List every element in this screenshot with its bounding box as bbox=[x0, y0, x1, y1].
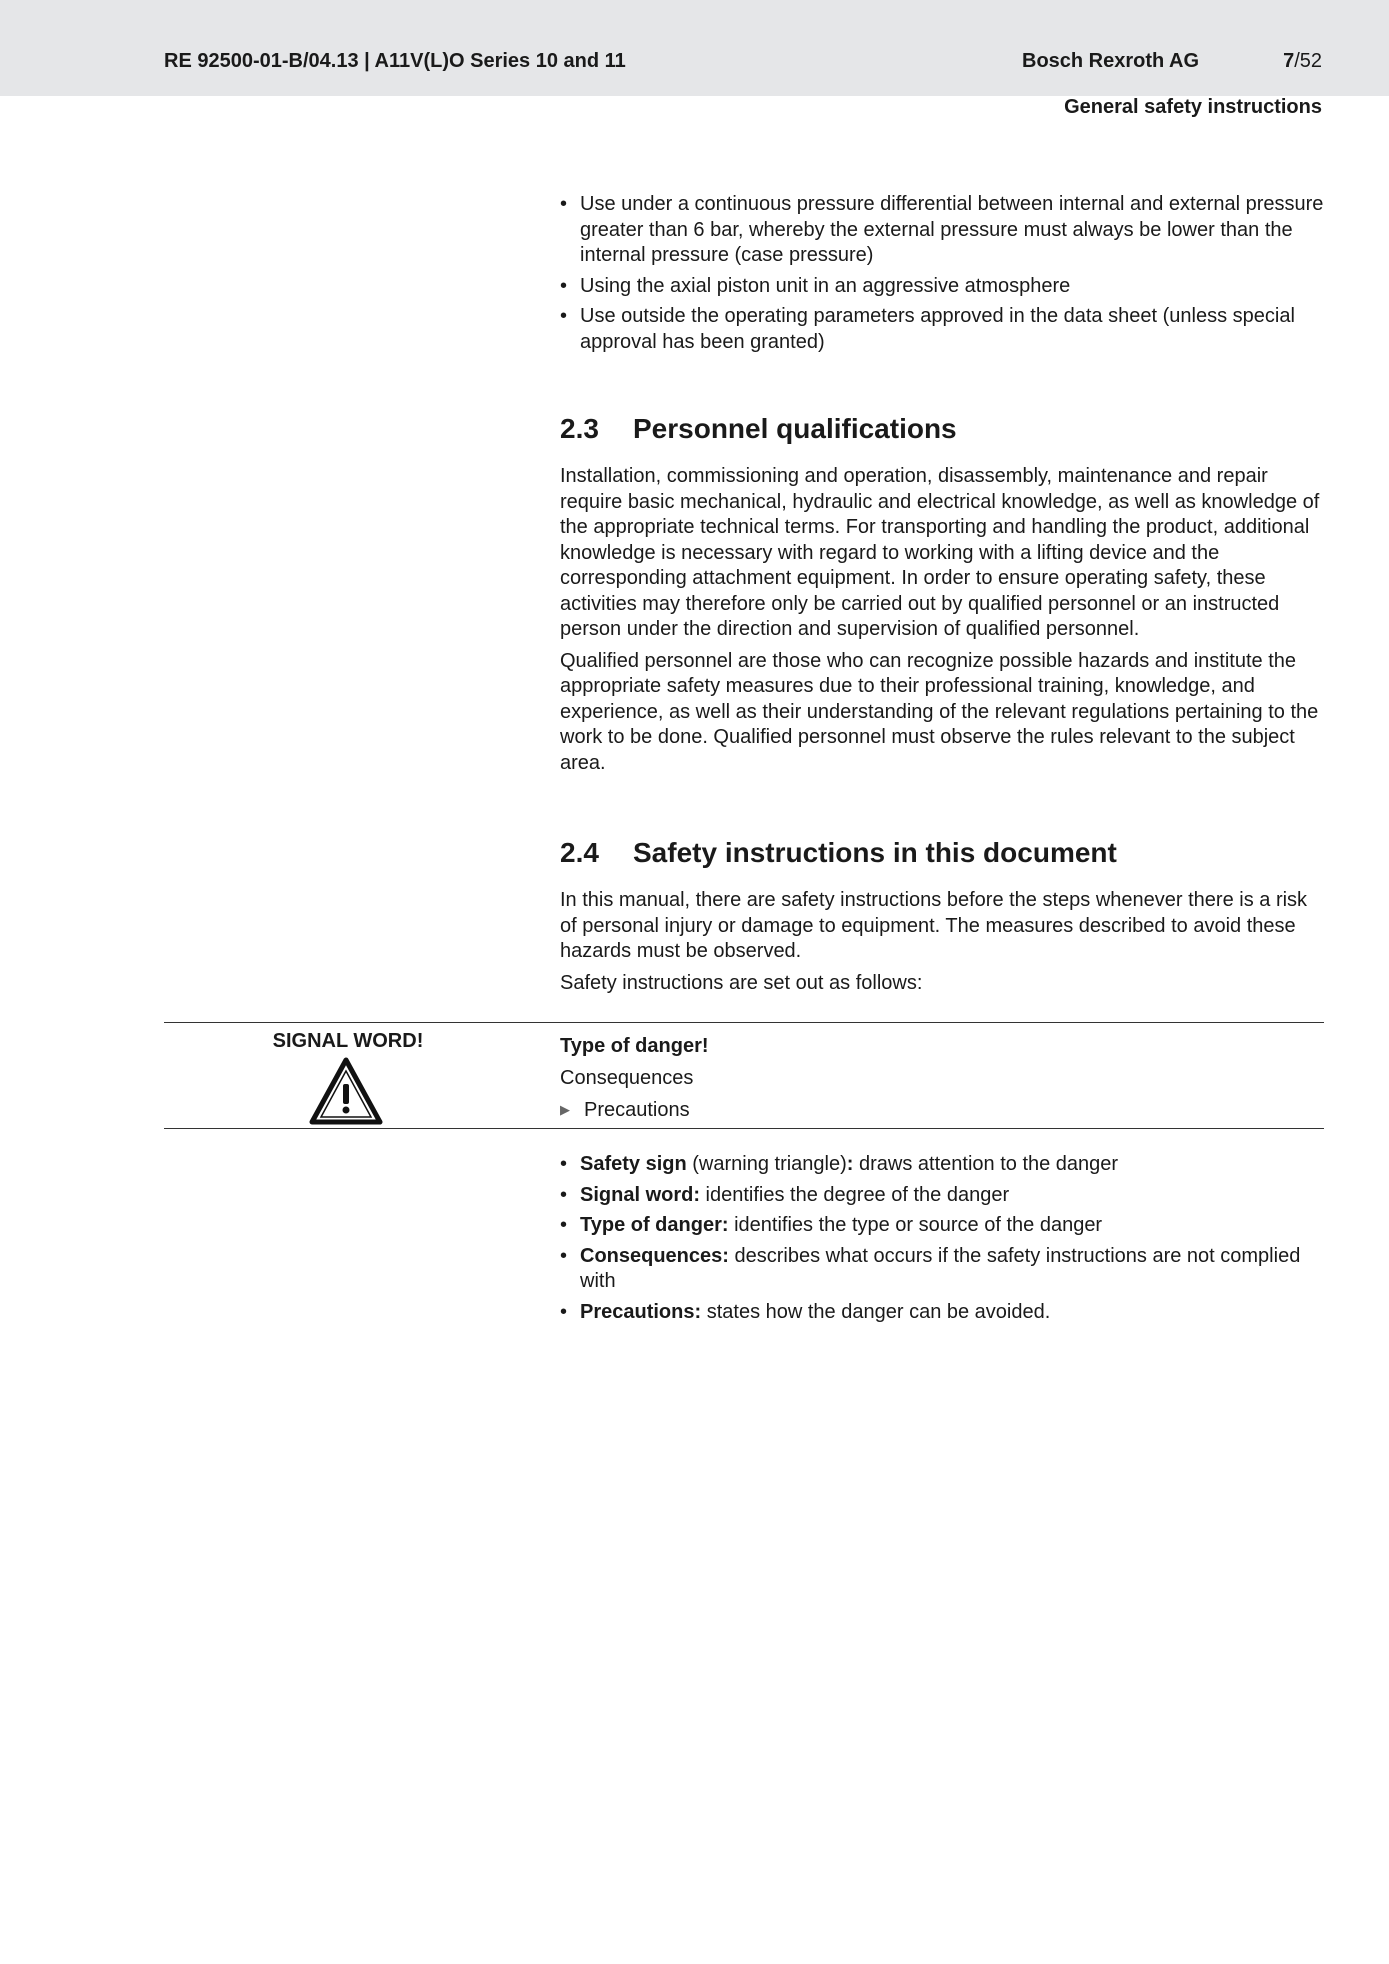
paragraph: Safety instructions are set out as follows: bbox=[560, 971, 923, 994]
section-heading bbox=[560, 412, 1324, 446]
section-number: 2.4 bbox=[560, 837, 599, 868]
legend-mid: (warning triangle) bbox=[686, 1153, 847, 1175]
safety-instruction-sample bbox=[560, 1030, 709, 1128]
list-item: • Use under a continuous pressure differential between internal and external pressure greater than 6 bar, whereby the external pressure must always be lower than the internal pressure (case pressure) bbox=[560, 192, 1324, 269]
list-item bbox=[560, 1183, 1324, 1209]
legend-colon: : bbox=[846, 1153, 854, 1175]
section-personnel-qualifications bbox=[560, 412, 1324, 782]
legend-desc: identifies the type or source of the danger bbox=[728, 1214, 1103, 1236]
consequences: Consequences bbox=[560, 1067, 694, 1089]
page-current: 7 bbox=[1283, 50, 1295, 72]
section-header: General safety instructions bbox=[1064, 96, 1322, 118]
section-safety-instructions bbox=[560, 836, 1324, 1002]
divider-bottom bbox=[164, 1128, 1324, 1129]
company-name: Bosch Rexroth AG bbox=[1022, 50, 1200, 72]
signal-word-label: SIGNAL WORD! bbox=[272, 1030, 424, 1052]
list-item bbox=[560, 1152, 1324, 1178]
legend-desc: states how the danger can be avoided. bbox=[701, 1300, 1051, 1323]
list-item: • Use outside the operating parameters approved in the data sheet (unless special approval has been granted) bbox=[560, 304, 1324, 355]
warning-triangle-icon bbox=[309, 1057, 383, 1125]
section-number: 2.3 bbox=[560, 413, 599, 444]
legend-term: Signal word: bbox=[580, 1183, 700, 1206]
type-of-danger: Type of danger! bbox=[560, 1035, 709, 1057]
divider-top bbox=[164, 1022, 1324, 1023]
legend-term: Consequences: bbox=[580, 1244, 729, 1267]
page-number bbox=[1283, 50, 1322, 73]
precautions bbox=[560, 1094, 709, 1128]
paragraph: Qualified personnel are those who can recognize possible hazards and institute the appropriate safety measures due to their professional training, knowledge, and experience, as well as their understanding of the relevant regulations pertaining to the work to be done. Qualified personnel must observe the rules relevant to the subject area. bbox=[560, 649, 1319, 774]
legend-term: Type of danger: bbox=[580, 1214, 729, 1236]
section-title: Personnel qualifications bbox=[633, 413, 957, 444]
intro-bullet-list bbox=[560, 192, 1324, 355]
precautions-text: Precautions bbox=[584, 1099, 690, 1121]
section-heading bbox=[560, 836, 1324, 870]
legend-desc: describes what occurs if the safety instructions are not complied with bbox=[580, 1244, 1301, 1292]
page-total: /52 bbox=[1294, 50, 1322, 72]
legend-term: Safety sign bbox=[580, 1153, 687, 1175]
paragraph: Installation, commissioning and operation, disassembly, maintenance and repair require basic mechanical, hydraulic and electrical knowledge, as well as knowledge of the appropriate technical terms. For transporting and handling the product, additional knowledge is necessary with regard to working with a lifting device and the corresponding attachment equipment. In order to ensure operating safety, these activities may therefore only be carried out by qualified personnel or an instructed person under the direction and supervision of qualified personnel. bbox=[560, 465, 1320, 640]
legend-list bbox=[560, 1152, 1324, 1325]
list-item bbox=[560, 1213, 1324, 1239]
list-item bbox=[560, 1244, 1324, 1295]
section-title: Safety instructions in this document bbox=[633, 837, 1117, 868]
list-item: • Using the axial piston unit in an aggressive atmosphere bbox=[560, 274, 1324, 300]
paragraph: In this manual, there are safety instructions before the steps whenever there is a risk of personal injury or damage to equipment. The measures described to avoid these hazards must be observed. bbox=[560, 889, 1308, 962]
intro-bullets-block bbox=[560, 192, 1324, 360]
list-item bbox=[560, 1300, 1324, 1326]
legend-block bbox=[560, 1152, 1324, 1330]
legend-term: Precautions: bbox=[580, 1300, 702, 1323]
legend-desc: draws attention to the danger bbox=[853, 1153, 1119, 1175]
header-band bbox=[0, 0, 1389, 96]
legend-desc: identifies the degree of the danger bbox=[700, 1183, 1010, 1206]
document-reference: RE 92500-01-B/04.13 | A11V(L)O Series 10 and 11 bbox=[164, 50, 626, 72]
